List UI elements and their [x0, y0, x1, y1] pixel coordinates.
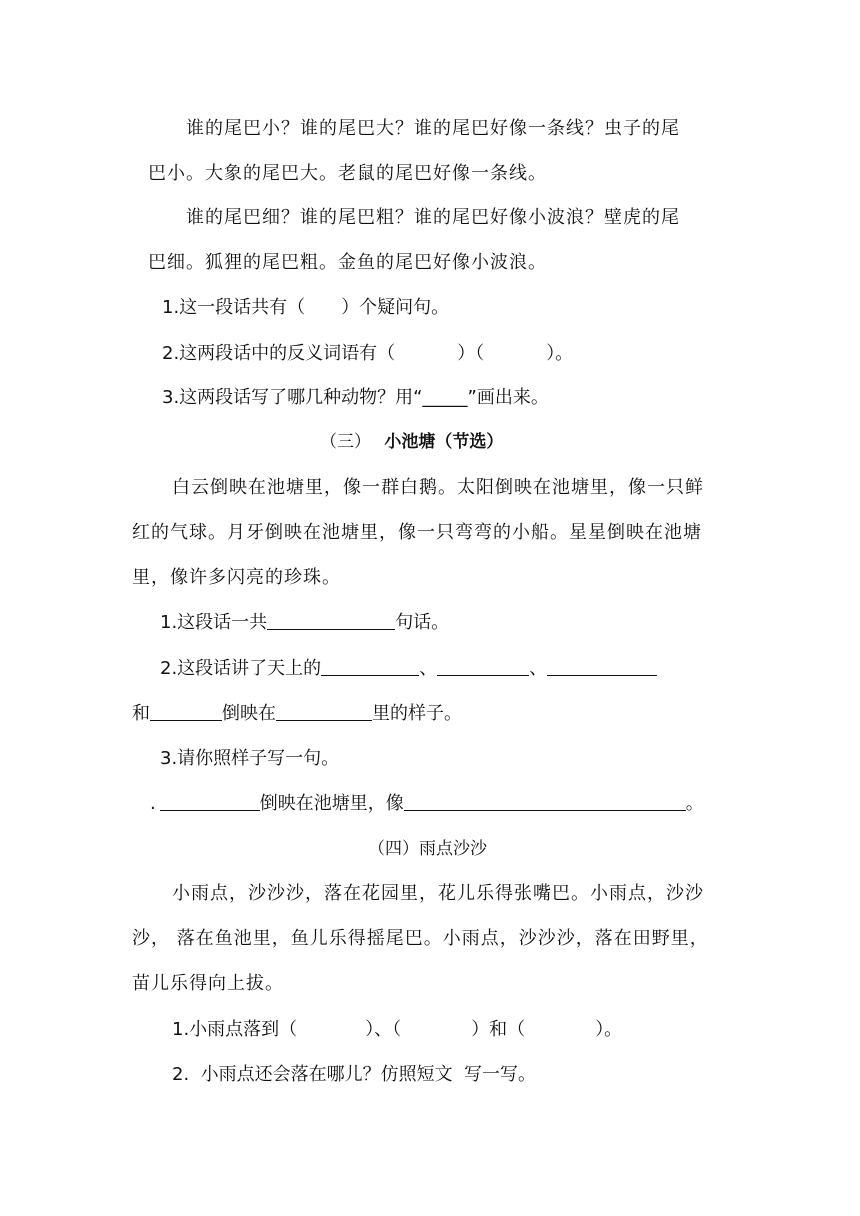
question-text: 1.这一段话共有（	[162, 297, 306, 318]
passage-line: 沙， 落在鱼池里，鱼儿乐得摇尾巴。小雨点，沙沙沙，落在田野里，	[132, 928, 709, 949]
section-heading: 小池塘（节选）	[384, 432, 504, 452]
question-2	[162, 342, 573, 366]
section-number: （三）	[320, 432, 371, 452]
passage-line: 苗儿乐得向上拔。	[132, 973, 284, 994]
question-2: 2. 小雨点还会落在哪儿？仿照短文 写一写。	[172, 1064, 537, 1085]
question-text: ）。	[546, 343, 574, 364]
passage-line: 巴细。狐狸的尾巴粗。金鱼的尾巴好像小波浪。	[148, 252, 547, 273]
question-text: 1.这段话一共	[160, 612, 268, 633]
question-2	[160, 657, 657, 681]
question-3: 3.这两段话写了哪几种动物？用“_____”画出来。	[162, 387, 549, 408]
passage-line: 白云倒映在池塘里，像一群白鹅。太阳倒映在池塘里，像一只鲜	[172, 477, 704, 498]
answer-blank[interactable]	[150, 702, 222, 721]
answer-blank[interactable]	[321, 657, 419, 676]
question-text: 句话。	[395, 612, 450, 633]
answer-blank[interactable]	[160, 792, 260, 811]
passage-line: 红的气球。月牙倒映在池塘里，像一只弯弯的小船。星星倒映在池塘	[132, 522, 702, 543]
question-1	[160, 611, 449, 635]
passage-line: 小雨点，沙沙沙，落在花园里，花儿乐得张嘴巴。小雨点，沙沙	[172, 883, 704, 904]
question-text: ）（	[457, 343, 485, 364]
question-text: 倒映在池塘里，像	[259, 793, 404, 814]
question-text: 倒映在	[222, 703, 276, 724]
question-text: 和	[132, 703, 150, 724]
question-2-cont	[132, 702, 462, 726]
passage-line: 巴小。大象的尾巴大。老鼠的尾巴好像一条线。	[148, 163, 547, 184]
question-1	[172, 1018, 622, 1042]
answer-blank[interactable]	[547, 657, 657, 676]
answer-blank[interactable]	[437, 657, 529, 676]
question-3: 3.请你照样子写一句。	[160, 748, 340, 769]
answer-blank[interactable]	[267, 611, 395, 630]
leading-dot: .	[150, 793, 156, 814]
section-title: （四）雨点沙沙	[368, 839, 487, 859]
question-text: 里的样子。	[372, 703, 462, 724]
question-text: 2.这段话讲了天上的	[160, 658, 322, 679]
question-text: ）个疑问句。	[341, 297, 450, 318]
answer-blank[interactable]	[404, 792, 686, 811]
question-text: 2.这两段话中的反义词语有（	[162, 343, 396, 364]
example-sentence	[150, 792, 704, 816]
passage-line: 里，像许多闪亮的珍珠。	[132, 567, 341, 588]
question-text: ）。	[595, 1019, 623, 1040]
passage-line: 谁的尾巴小？谁的尾巴大？谁的尾巴好像一条线？虫子的尾	[186, 118, 680, 139]
passage-line: 谁的尾巴细？谁的尾巴粗？谁的尾巴好像小波浪？壁虎的尾	[186, 207, 680, 228]
question-1	[162, 296, 449, 320]
question-text: 1.小雨点落到（	[172, 1019, 298, 1040]
separator: 、	[529, 658, 548, 679]
answer-blank[interactable]	[276, 702, 372, 721]
question-text: ）、（	[365, 1019, 402, 1040]
section-title	[320, 430, 503, 454]
question-text: 。	[685, 793, 704, 814]
question-text: ）和（	[471, 1019, 526, 1040]
separator: 、	[419, 658, 438, 679]
